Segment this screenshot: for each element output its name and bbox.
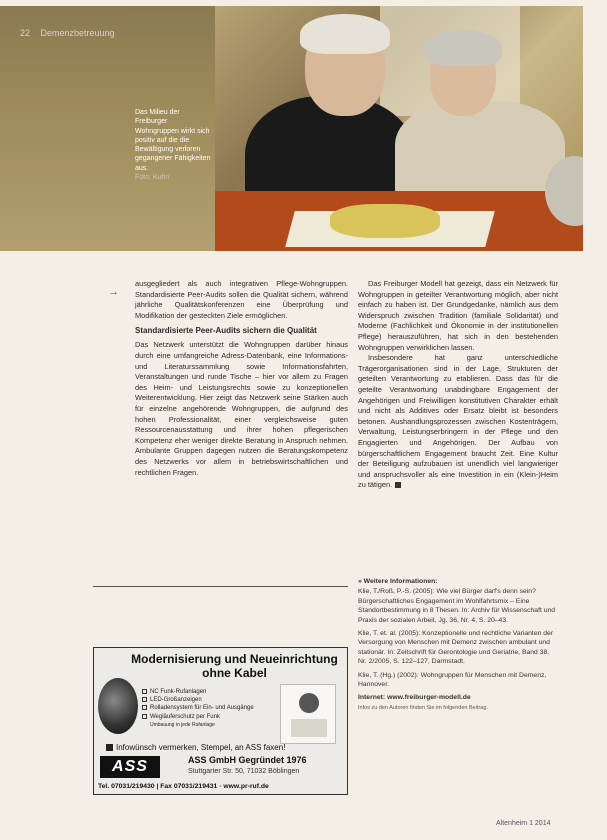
ad-device-dial	[299, 693, 319, 713]
references-heading: » Weitere Informationen:	[358, 578, 438, 585]
checkbox-icon	[142, 689, 147, 694]
caption-text: Das Milieu der Freiburger Wohngruppen wirkt sich positiv auf die die Bewältigung verloren gegangener Fähigkeiten aus.	[135, 109, 211, 172]
ad-feature-subtext: Umbauung in jede Rufanlage	[150, 721, 215, 728]
reference-item: Klie, T. et. al. (2005): Konzeptionelle und rechtliche Varianten der Versorgung von Menschen mit Demenz zwischen ambulant und stationär. In: Zeitschrift für Gerontologie und Geriatrie, Band 38, Nr. 2/2005, S. 122–127, Darmstadt.	[358, 630, 554, 666]
photo-vegetables	[330, 204, 440, 238]
ad-feature-item: Wegläuferschutz per Funk	[142, 713, 282, 721]
reference-item: Klie, T. (Hg.) (2002): Wohngruppen für Menschen mit Demenz, Hannover.	[358, 671, 547, 689]
page-number: 22	[20, 28, 31, 38]
author-note: Infos zu den Autoren finden Sie im folgenden Beitrag.	[358, 704, 488, 711]
section-title: Demenzbetreuung	[40, 28, 115, 38]
ad-contact: Tel. 07031/219430 | Fax 07031/219431 · www.pr-ruf.de	[98, 783, 269, 790]
internet-link[interactable]: Internet: www.freiburger-modell.de	[358, 694, 471, 702]
ad-feature-item: LED-Großanzeigen	[142, 696, 282, 704]
left-main-paragraph: Das Netzwerk unterstützt die Wohngruppen darüber hinaus durch eine umfangreiche Adress-Datenbank, eine Informations- und Literaturssammlung sowie Informationsfahrten, Veranstaltungen und runde Tische – hier vor allem zu Fragen des Heim- und Leistungsrechts sowie zu konzeptionellen Weiterentwicklung. Hier zeigt das Netzwerk seine Stärken auch für einzelne angehörende Wohngruppen, die aufgrund des hohen Professionalität, einer vergleichsweise guten Ressourcenausstattung und ihrer hohen pflegerischen Kompetenz eher weniger direkte Beratung in Anspruch nehmen. Ambulante Gruppen dagegen nutzen die Beratungskompetenz des Netzwerks vor allem in betriebswirtschaftlichen und rechtlichen Fragen.	[135, 340, 348, 477]
checkbox-icon	[142, 705, 147, 710]
right-column	[358, 279, 558, 491]
photo-woman-left-hair	[300, 14, 390, 54]
page-footer: Altenheim 1 2014	[496, 820, 551, 827]
checkbox-icon	[142, 697, 147, 702]
left-column	[135, 279, 348, 478]
ad-feature-item: Rolladensystem für Ein- und Ausgänge	[142, 704, 282, 712]
page-header	[20, 28, 115, 38]
ad-feature-item: NC Funk-Rufanlagen	[142, 688, 282, 696]
checkbox-icon	[106, 744, 113, 751]
left-intro-paragraph: ausgegliedert als auch integrativen Pflege-Wohngruppen. Standardisierte Peer-Audits sollen die Qualität sichern, während jährliche Qualitätskonferenzen eine Überprüfung und Modifikation der gesteckten Ziele ermöglichen.	[135, 279, 348, 320]
advertisement	[93, 647, 348, 795]
ad-knob-image	[98, 678, 138, 734]
ad-device-plug	[291, 719, 327, 737]
subheading: Standardisierte Peer-Audits sichern die Qualität	[135, 326, 317, 336]
end-mark-icon	[395, 482, 401, 488]
kitchen-photo	[0, 6, 583, 251]
right-paragraph-2	[358, 353, 558, 491]
ad-address: Stuttgarter Str. 50, 71032 Böblingen	[188, 768, 300, 775]
ad-company-name: ASS GmbH Gegründet 1976	[188, 755, 307, 765]
divider	[93, 586, 348, 587]
ad-title: Modernisierung und Neueinrichtung ohne Kabel	[131, 652, 338, 680]
ad-device-image	[280, 684, 336, 744]
reference-item: Klie, T./Roß, P.-S. (2005): Wie viel Bürger darf's denn sein? Bürgerschaftliches Engagement im Wohlfahrtsmix – Eine Standortbestimmung in 8 Thesen. In: Archiv für Wissenschaft und Praxis der sozialen Arbeit, Jg. 36, Nr. 4, S. 20–43.	[358, 588, 556, 624]
photo-caption	[135, 108, 213, 182]
ad-call-to-action: Infowünsch vermerken, Stempel, an ASS faxen!	[106, 743, 346, 753]
checkbox-icon	[142, 714, 147, 719]
right-paragraph-1: Das Freiburger Modell hat gezeigt, dass ein Netzwerk für Wohngruppen in geteilter Verantwortung möglich, aber nicht einfach zu haben ist. Der Grundgedanke, nämlich aus dem Widerspruch zwischen Tradition (familiale Solidarität) und Moderne (Fachlichkeit und Ökonomie in der institutionellen Pflege) herauszuführen, hat sich in den bestehenden Wohngruppen verwirklichen lassen.	[358, 279, 558, 352]
references	[358, 577, 558, 712]
ass-logo: ASS	[100, 756, 160, 778]
continuation-arrow-icon: →	[108, 286, 119, 298]
ad-feature-list	[142, 688, 282, 729]
photo-credit: Foto: Kuhn	[135, 174, 170, 182]
right-paragraph-2-text: Insbesondere hat ganz unterschiedliche Trägerorganisationen sind in der Lage, Strukturen der geteilten Verantwortung zu etablieren. Dass das für die geteilte Verantwortung unabdingbare Engagement der Angehörigen und Freiwilligen konstitutiven Charakter erhält und nicht als Additives oder Ersatz bleibt ist besonders betonen. Aushandlungsprozessen zwischen Kostenträgern, Verwaltung, Leistungserbringern in der Pflege und den Engagierten und Angehörigen. Der Aufbau von bürgerschaftlichem Engagement braucht Zeit. Eine Kultur der Beteiligung aufzubauen ist unendlich viel langwieriger und anspruchsvoller als eine Investition in ein (Klein-)Heim zu tätigen.	[358, 353, 558, 490]
photo-woman-right-hair	[424, 30, 502, 66]
